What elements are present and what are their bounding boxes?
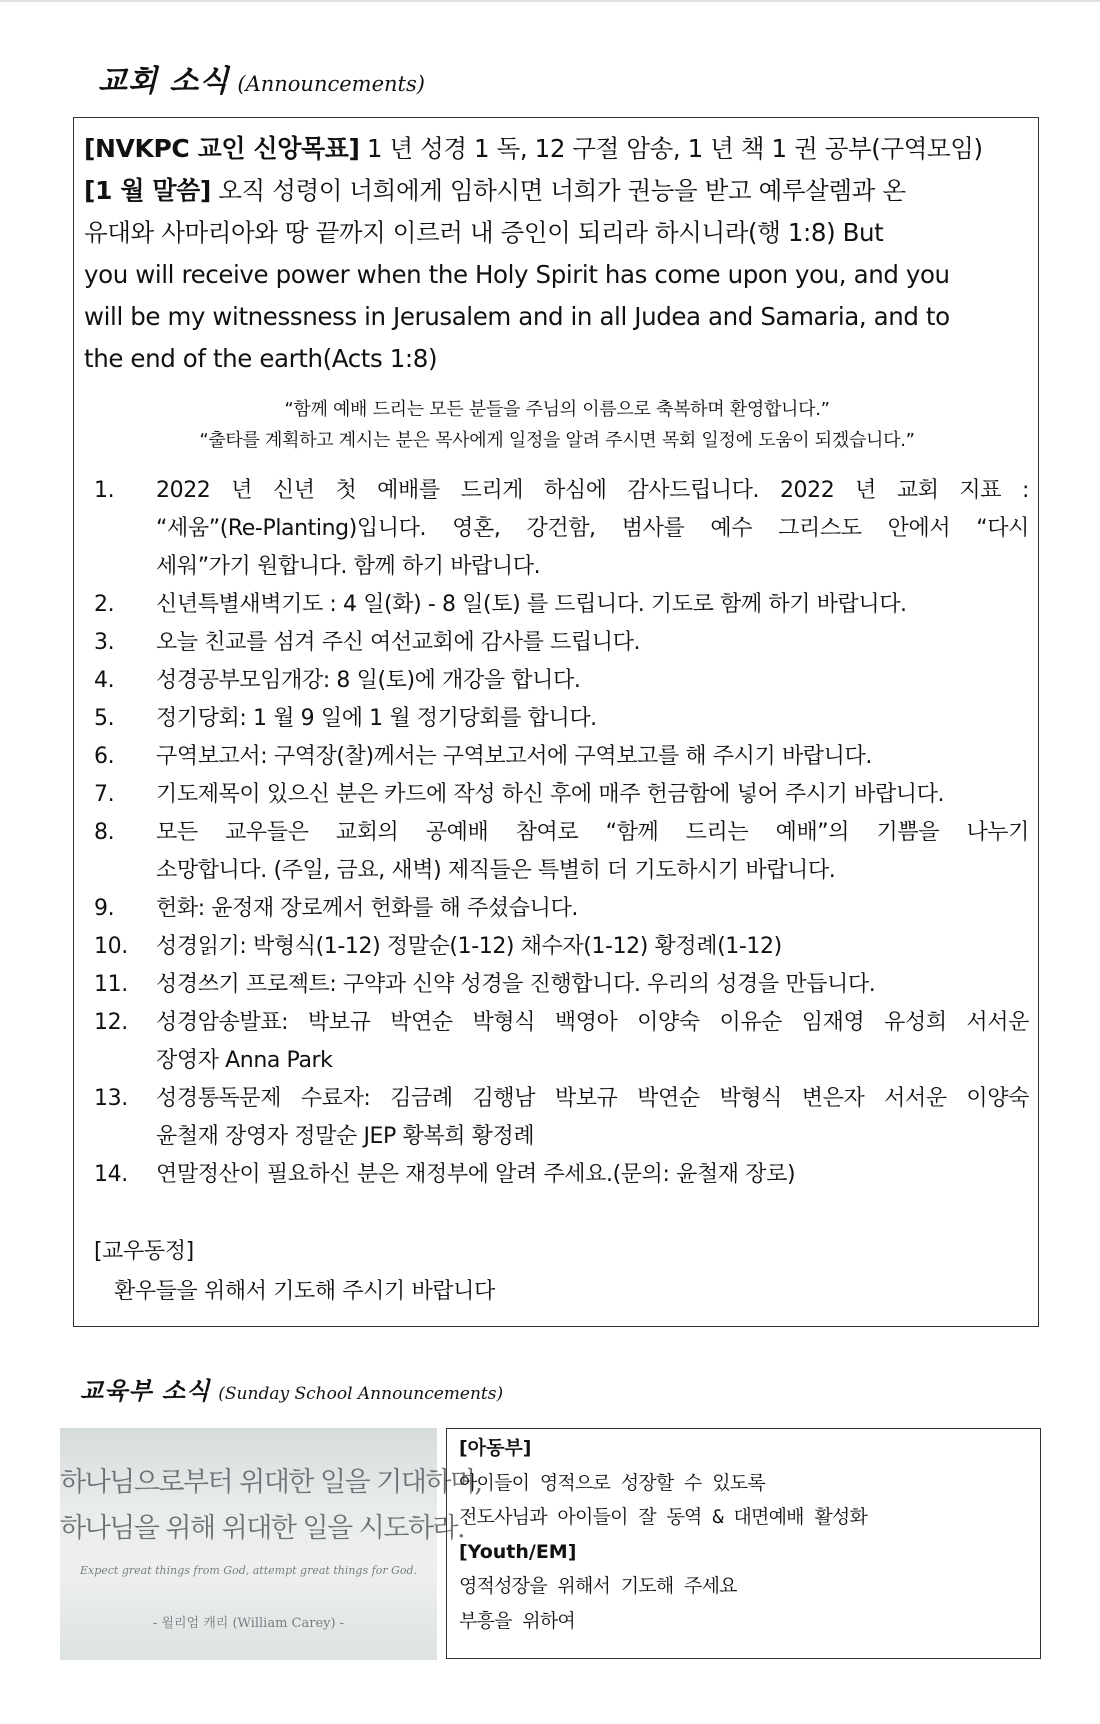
intro-line [84, 128, 1034, 170]
intro-text: 1 년 성경 1 독, 12 구절 암송, 1 년 책 1 권 공부(구역모임) [359, 134, 983, 163]
intro-paragraph [84, 128, 1034, 380]
list-item-number: 7. [94, 782, 115, 807]
image-quote-english: Expect great things from God, attempt great things for God. [79, 1564, 418, 1577]
youth-line: 부흥을 위하여 [459, 1609, 575, 1632]
list-item-line: 성경읽기: 박형식(1-12) 정말순(1-12) 채수자(1-12) 황정례(1-12) [156, 934, 782, 959]
list-item-line: 성경쓰기 프로젝트: 구약과 신약 성경을 진행합니다. 우리의 성경을 만듭니다. [156, 972, 876, 997]
schedule-quote: “출타를 계획하고 계시는 분은 목사에게 일정을 알려 주시면 목회 일정에 도움이 되겠습니다.” [199, 430, 915, 451]
intro-text: 유대와 사마리아와 땅 끝까지 이르러 내 증인이 되리라 하시니라(행 1:8) But [84, 218, 884, 247]
list-item-number: 5. [94, 706, 115, 731]
children-line: 아이들이 영적으로 성장할 수 있도록 [459, 1471, 765, 1494]
list-item-number: 2. [94, 592, 115, 617]
list-item-line: 2022 년 신년 첫 예배를 드리게 하심에 감사드립니다. 2022 년 교회 지표 : [156, 478, 1029, 503]
announcements-title-ko: 교회 소식 [98, 64, 230, 99]
list-item-line: 세워”가기 원합니다. 함께 하기 바랍니다. [156, 554, 541, 579]
list-item-number: 4. [94, 668, 115, 693]
prayer-text: 환우들을 위해서 기도해 주시기 바랍니다 [114, 1279, 495, 1304]
list-item-number: 9. [94, 896, 115, 921]
intro-line [84, 338, 1034, 380]
list-item-line: 소망합니다. (주일, 금요, 새벽) 제직들은 특별히 더 기도하시기 바랍니다. [156, 858, 836, 883]
list-item-line: 오늘 친교를 섬겨 주신 여선교회에 감사를 드립니다. [156, 630, 641, 655]
list-item-number: 8. [94, 820, 115, 845]
list-item-number: 14. [94, 1162, 128, 1187]
list-item [94, 966, 1029, 1004]
list-item [94, 814, 1029, 890]
announcements-title [98, 56, 425, 100]
intro-bold-label: [NVKPC 교인 신앙목표] [84, 134, 360, 163]
list-item-line: 신년특별새벽기도 : 4 일(화) - 8 일(토) 를 드립니다. 기도로 함께 하기 바랍니다. [156, 592, 907, 617]
announcement-list [94, 472, 1029, 1194]
sunday-school-box [446, 1428, 1041, 1659]
list-item-text [156, 738, 1029, 776]
list-item-line: 성경공부모임개강: 8 일(토)에 개강을 합니다. [156, 668, 581, 693]
list-item-line: 윤철재 장영자 정말순 JEP 황복희 황정례 [156, 1124, 535, 1149]
list-item-number: 3. [94, 630, 115, 655]
intro-line [84, 212, 1034, 254]
top-divider [0, 0, 1100, 2]
sunday-school-title-en: (Sunday School Announcements) [218, 1384, 504, 1404]
list-item-text [156, 1004, 1029, 1080]
image-quote-attribution: - 윌리엄 캐리 (William Carey) - [152, 1616, 345, 1631]
list-item [94, 776, 1029, 814]
list-item-number: 13. [94, 1086, 128, 1111]
list-item [94, 472, 1029, 586]
sunday-school-title-ko: 교육부 소식 [80, 1376, 211, 1405]
welcome-quote: “함께 예배 드리는 모든 분들을 주님의 이름으로 축복하며 환영합니다.” [284, 399, 830, 420]
list-item [94, 928, 1029, 966]
list-item [94, 890, 1029, 928]
intro-bold-label: [1 월 말씀] [84, 176, 211, 205]
youth-heading: [Youth/EM] [459, 1540, 577, 1563]
prayer-heading: [교우동정] [94, 1239, 194, 1264]
welcome-quotes [74, 394, 1040, 456]
list-item-line: 장영자 Anna Park [156, 1048, 333, 1073]
intro-text: will be my witnessness in Jerusalem and in all Judea and Samaria, and to [84, 302, 950, 331]
list-item [94, 586, 1029, 624]
image-quote-line-2: 하나님을 위해 위대한 일을 시도하라. [60, 1513, 465, 1544]
list-item-text [156, 700, 1029, 738]
list-item-line: 성경암송발표: 박보규 박연순 박형식 백영아 이양숙 이유순 임재영 유성희 서서운 [156, 1010, 1029, 1035]
list-item [94, 624, 1029, 662]
list-item-number: 11. [94, 972, 128, 997]
list-item-line: “세움”(Re-Planting)입니다. 영혼, 강건함, 범사를 예수 그리스도 안에서 “다시 [156, 516, 1029, 541]
intro-text: 오직 성령이 너희에게 임하시면 너희가 권능을 받고 예루살렘과 온 [210, 176, 906, 205]
list-item [94, 662, 1029, 700]
children-heading: [아동부] [459, 1437, 532, 1459]
youth-line: 영적성장을 위해서 기도해 주세요 [459, 1575, 737, 1597]
list-item-text [156, 1156, 1029, 1194]
list-item-line: 기도제목이 있으신 분은 카드에 작성 하신 후에 매주 헌금함에 넣어 주시기 바랍니다. [156, 782, 945, 807]
list-item [94, 1004, 1029, 1080]
intro-line [84, 254, 1034, 296]
list-item [94, 700, 1029, 738]
prayer-section [94, 1232, 495, 1312]
list-item-text [156, 966, 1029, 1004]
list-item-number: 1. [94, 478, 115, 503]
list-item-text [156, 814, 1029, 890]
intro-line [84, 296, 1034, 338]
list-item-text [156, 1080, 1029, 1156]
list-item-number: 6. [94, 744, 115, 769]
list-item-text [156, 928, 1029, 966]
announcements-title-en: (Announcements) [237, 72, 425, 96]
sunday-school-title [80, 1371, 503, 1406]
announcements-box [73, 117, 1039, 1327]
list-item-text [156, 662, 1029, 700]
list-item-text [156, 586, 1029, 624]
list-item-number: 10. [94, 934, 128, 959]
list-item-line: 구역보고서: 구역장(찰)께서는 구역보고서에 구역보고를 해 주시기 바랍니다. [156, 744, 872, 769]
list-item-line: 연말정산이 필요하신 분은 재정부에 알려 주세요.(문의: 윤철재 장로) [156, 1162, 796, 1187]
intro-text: the end of the earth(Acts 1:8) [84, 344, 438, 373]
list-item-text [156, 890, 1029, 928]
intro-text: you will receive power when the Holy Spirit has come upon you, and you [84, 260, 950, 289]
list-item-number: 12. [94, 1010, 128, 1035]
list-item [94, 1156, 1029, 1194]
list-item-text [156, 776, 1029, 814]
list-item-line: 헌화: 윤정재 장로께서 헌화를 해 주셨습니다. [156, 896, 578, 921]
intro-line [84, 170, 1034, 212]
list-item-text [156, 624, 1029, 662]
quote-image [60, 1428, 482, 1660]
image-quote-line-1: 하나님으로부터 위대한 일을 기대하며, [60, 1467, 482, 1498]
children-line: 전도사님과 아이들이 잘 동역 & 대면예배 활성화 [459, 1506, 867, 1528]
list-item-line: 성경통독문제 수료자: 김금례 김행남 박보규 박연순 박형식 변은자 서서운 이양숙 [156, 1086, 1029, 1111]
list-item [94, 1080, 1029, 1156]
list-item [94, 738, 1029, 776]
list-item-line: 모든 교우들은 교회의 공예배 참여로 “함께 드리는 예배”의 기쁨을 나누기 [156, 820, 1029, 845]
list-item-text [156, 472, 1029, 586]
list-item-line: 정기당회: 1 월 9 일에 1 월 정기당회를 합니다. [156, 706, 597, 731]
